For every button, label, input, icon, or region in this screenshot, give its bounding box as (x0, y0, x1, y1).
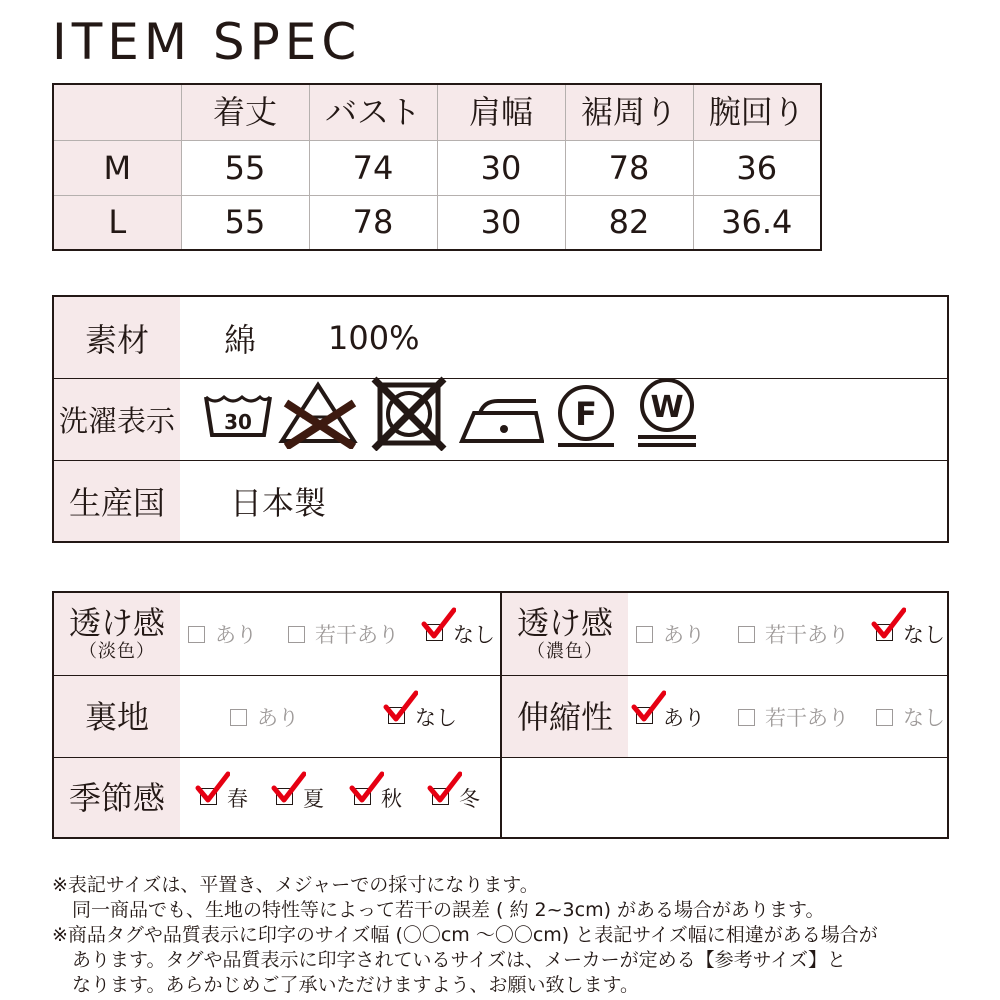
size-value: 36.4 (693, 195, 821, 250)
option-item[interactable] (188, 619, 257, 649)
checkbox-empty (738, 709, 755, 726)
size-table (52, 83, 822, 251)
sheer-dark-label (502, 593, 628, 675)
option-label: なし (903, 706, 945, 730)
sheer-light-label (54, 593, 180, 675)
option-label: なし (903, 623, 945, 647)
size-label: L (53, 195, 181, 250)
option-item[interactable] (288, 619, 399, 649)
size-value: 78 (309, 195, 437, 250)
fabric-name: 綿 (224, 320, 257, 359)
checkbox-empty (636, 626, 653, 643)
option-item-checked[interactable] (636, 702, 705, 732)
check-mark-icon (420, 606, 456, 642)
feature-title: 裏地 (84, 697, 149, 736)
option-item-checked[interactable] (276, 783, 324, 813)
checkbox-empty (288, 626, 305, 643)
iron-low-icon (458, 379, 544, 449)
no-bleach-icon (278, 379, 360, 449)
option-label: なし (453, 623, 495, 647)
note-line: 同一商品でも、生地の特性等によって若干の誤差 ( 約 2~3cm) がある場合があります。 (72, 899, 825, 921)
size-label: M (53, 140, 181, 195)
note-line: あります。タグや品質表示に印字されているサイズは、メーカーが定める【参考サイズ】と (72, 949, 847, 971)
option-label: あり (663, 623, 705, 647)
size-value: 78 (565, 140, 693, 195)
header-length: 着丈 (181, 84, 309, 140)
care-row (54, 379, 947, 461)
feature-subtitle: （淡色） (79, 641, 155, 662)
checkbox-empty (876, 709, 893, 726)
check-mark-icon (870, 606, 906, 642)
option-label: あり (215, 623, 257, 647)
option-item-checked[interactable] (432, 783, 480, 813)
size-value: 30 (437, 140, 565, 195)
wet-clean-letter: W (650, 390, 684, 425)
feature-title: 透け感 (68, 604, 165, 642)
check-mark-icon (270, 770, 306, 806)
origin-value: 日本製 (230, 484, 327, 522)
size-value: 55 (181, 140, 309, 195)
feature-box (52, 591, 949, 839)
option-item[interactable] (636, 619, 705, 649)
size-value: 55 (181, 195, 309, 250)
option-label: 若干あり (765, 706, 849, 730)
feature-title: 伸縮性 (516, 697, 613, 736)
check-mark-icon (348, 770, 384, 806)
header-bust: バスト (309, 84, 437, 140)
season-label (54, 758, 180, 837)
option-label: あり (663, 706, 705, 730)
note-line: なります。あらかじめご了承いただけますよう、お願い致します。 (72, 974, 639, 996)
page-title: ITEM SPEC (52, 13, 362, 71)
option-label: 秋 (381, 787, 402, 811)
option-label: あり (257, 706, 299, 730)
check-mark-icon (426, 770, 462, 806)
option-item-checked[interactable] (876, 619, 945, 649)
care-icons (202, 379, 722, 461)
wash-30-icon (202, 379, 274, 449)
option-item[interactable] (876, 702, 945, 732)
feature-subtitle: （濃色） (527, 641, 603, 662)
option-label: 若干あり (315, 623, 399, 647)
size-table-corner (53, 84, 181, 140)
wet-clean-w-icon (634, 375, 700, 451)
notes (52, 873, 952, 998)
option-item-checked[interactable] (200, 783, 248, 813)
header-hem: 裾周り (565, 84, 693, 140)
size-value: 82 (565, 195, 693, 250)
option-label: 若干あり (765, 623, 849, 647)
option-item[interactable] (738, 619, 849, 649)
row-divider (54, 675, 947, 676)
option-item-checked[interactable] (354, 783, 402, 813)
row-divider (54, 757, 947, 758)
care-label: 洗濯表示 (54, 379, 180, 460)
no-tumble-dry-icon (368, 375, 450, 451)
lining-label (54, 676, 180, 757)
origin-label: 生産国 (54, 461, 180, 541)
checkbox-empty (230, 709, 247, 726)
size-table-header-row (53, 84, 821, 140)
stretch-label (502, 676, 628, 757)
feature-title: 季節感 (68, 778, 165, 817)
check-mark-icon (382, 689, 418, 725)
option-label: 夏 (303, 787, 324, 811)
size-value: 74 (309, 140, 437, 195)
size-row-l (53, 195, 821, 250)
checkbox-empty (738, 626, 755, 643)
option-label: なし (415, 706, 457, 730)
checkbox-empty (188, 626, 205, 643)
option-item-checked[interactable] (388, 702, 457, 732)
wash-temp: 30 (224, 410, 252, 434)
material-row (54, 297, 947, 379)
empty-cell (502, 758, 628, 837)
option-item[interactable] (230, 702, 299, 732)
dry-clean-letter: F (575, 395, 597, 433)
note-line: ※表記サイズは、平置き、メジャーでの採寸になります。 (52, 874, 539, 896)
option-item-checked[interactable] (426, 619, 495, 649)
dry-clean-f-icon (554, 379, 618, 449)
material-box (52, 295, 949, 543)
option-item[interactable] (738, 702, 849, 732)
check-mark-icon (630, 689, 666, 725)
header-shoulder: 肩幅 (437, 84, 565, 140)
option-label: 春 (227, 787, 248, 811)
note-line: ※商品タグや品質表示に印字のサイズ幅 (〇〇cm ～〇〇cm) と表記サイズ幅に相違がある場合が (52, 924, 878, 946)
option-label: 冬 (459, 787, 480, 811)
size-row-m (53, 140, 821, 195)
fabric-percent: 100% (328, 318, 420, 357)
check-mark-icon (194, 770, 230, 806)
material-label: 素材 (54, 297, 180, 378)
feature-title: 透け感 (516, 604, 613, 642)
size-value: 36 (693, 140, 821, 195)
origin-row (54, 461, 947, 541)
header-arm: 腕回り (693, 84, 821, 140)
size-value: 30 (437, 195, 565, 250)
